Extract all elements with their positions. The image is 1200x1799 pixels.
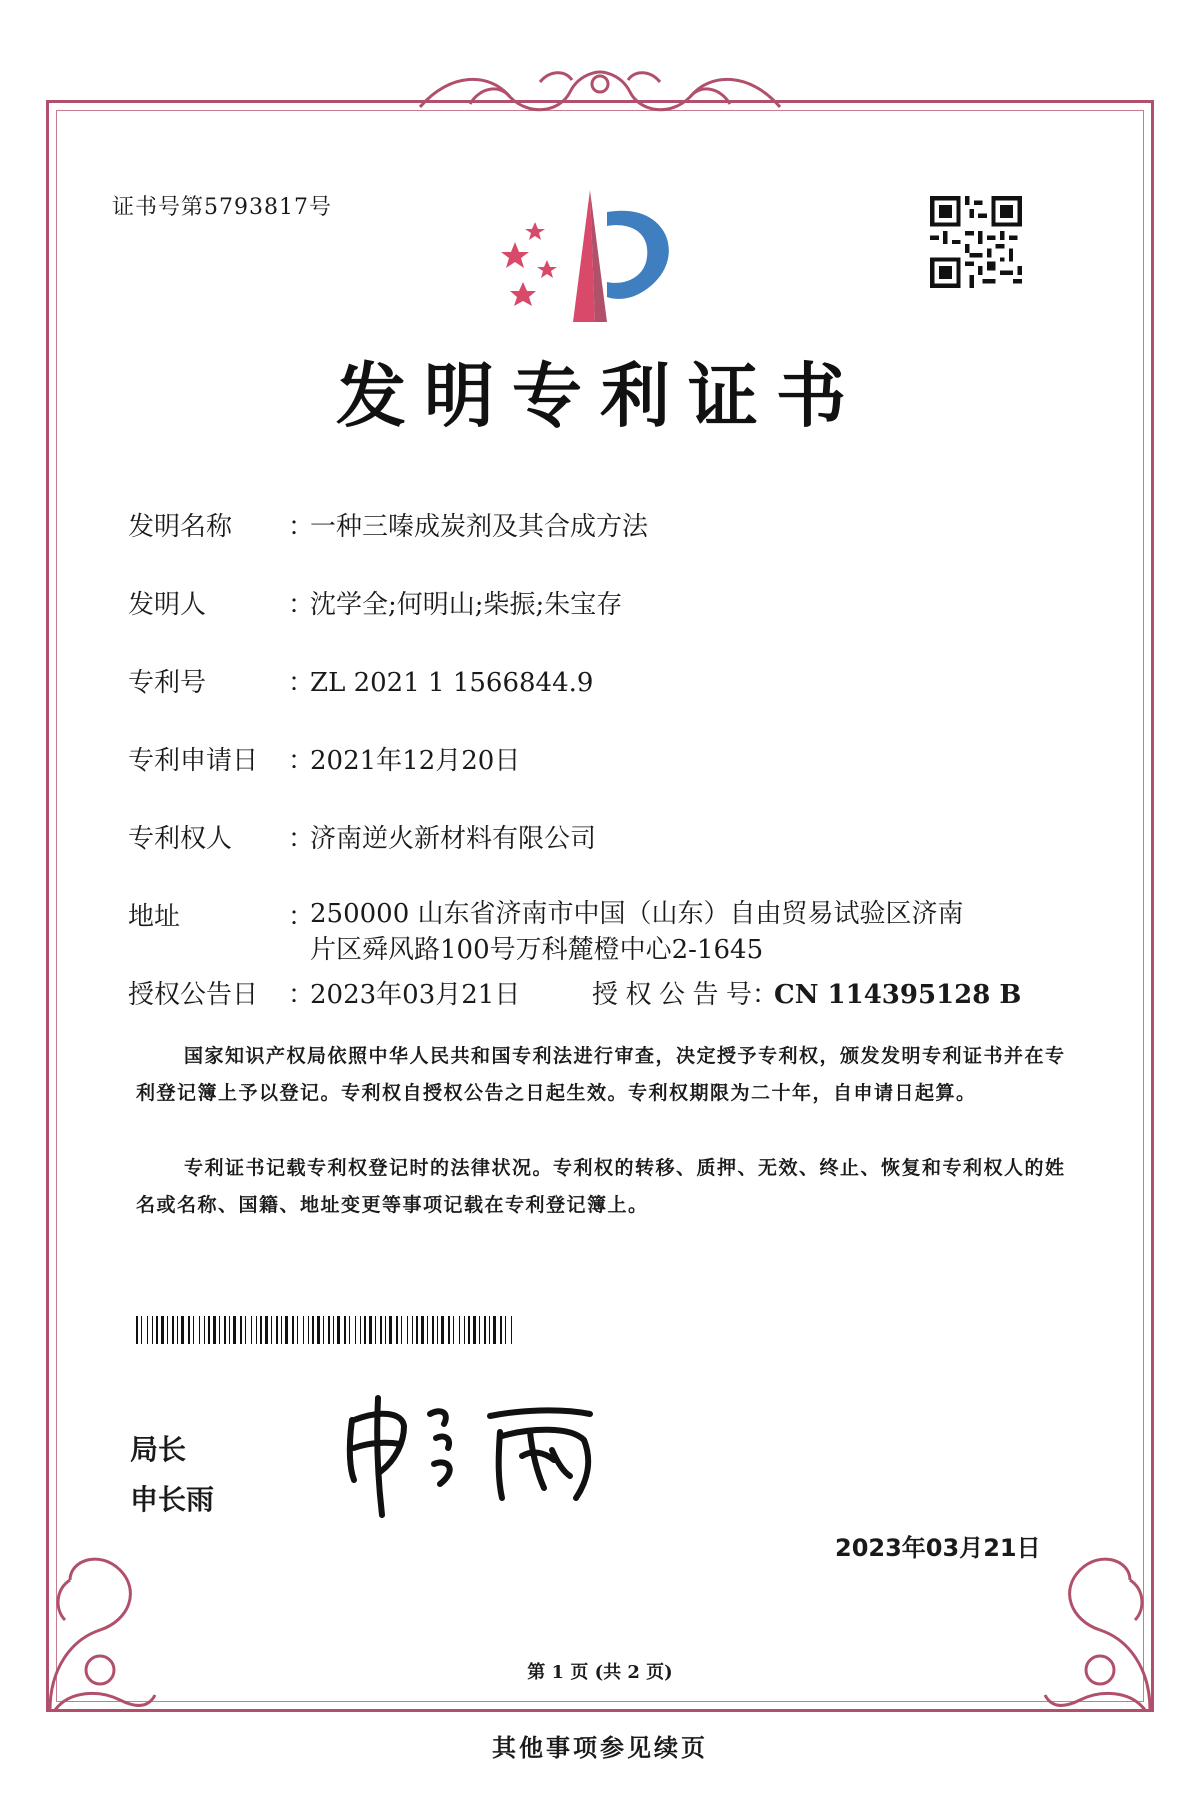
field-label: 专利权人 [128, 824, 233, 854]
field-value: 2021年12月20日 [310, 746, 521, 776]
barcode [136, 1316, 516, 1344]
field-value: CN 114395128 B [774, 980, 1022, 1010]
field-label: 专利号 [128, 668, 207, 698]
legal-paragraph-1: 国家知识产权局依照中华人民共和国专利法进行审查，决定授予专利权，颁发发明专利证书并在专利登记簿上予以登记。专利权自授权公告之日起生效。专利权期限为二十年，自申请日起算。 [136, 1045, 1066, 1104]
field-value [310, 896, 964, 968]
issue-date: 2023年03月21日 [835, 1534, 1041, 1562]
field-label: 专利申请日 [128, 746, 259, 776]
field-inventors: 发明人 ：沈学全;何明山;柴振;朱宝存 [128, 584, 622, 621]
field-grant-publication-date: 授权公告日 ：2023年03月21日 [128, 974, 520, 1011]
field-invention-name: 发明名称 ：一种三嗪成炭剂及其合成方法 [128, 506, 648, 543]
cnipa-emblem [495, 182, 695, 332]
field-value: 济南逆火新材料有限公司 [310, 824, 597, 854]
field-address: 地址 ：250000 山东省济南市中国（山东）自由贸易试验区济南 片区舜风路100号万科麓橙中心2-1645 [128, 896, 964, 968]
field-label: 授权公告日 [128, 980, 259, 1010]
address-line-2: 片区舜风路100号万科麓橙中心2-1645 [310, 935, 764, 965]
field-label: 授 权 公 告 号 [592, 980, 752, 1010]
field-patentee: 专利权人 ：济南逆火新材料有限公司 [128, 818, 596, 855]
director-name: 申长雨 [130, 1483, 215, 1516]
continuation-note: 其他事项参见续页 [492, 1733, 708, 1762]
field-label: 发明人 [128, 590, 207, 620]
bottom-left-ornament [40, 1520, 160, 1720]
top-ornament [410, 62, 790, 122]
director-title: 局长 [130, 1433, 187, 1466]
bottom-right-ornament [1040, 1520, 1160, 1720]
field-label: 地址 [128, 902, 181, 932]
field-value: 沈学全;何明山;柴振;朱宝存 [310, 590, 623, 620]
page-number: 第 1 页 (共 2 页) [527, 1662, 673, 1683]
address-line-1: 250000 山东省济南市中国（山东）自由贸易试验区济南 [310, 899, 964, 929]
certificate-title: 发明专利证书 [336, 354, 864, 437]
field-value: 2023年03月21日 [310, 980, 521, 1010]
field-patent-number: 专利号 ：ZL 2021 1 1566844.9 [128, 662, 593, 699]
field-filing-date: 专利申请日 ：2021年12月20日 [128, 740, 520, 777]
legal-paragraph-2: 专利证书记载专利权登记时的法律状况。专利权的转移、质押、无效、终止、恢复和专利权人的姓名或名称、国籍、地址变更等事项记载在专利登记簿上。 [136, 1157, 1066, 1216]
qr-code [930, 196, 1022, 288]
field-label: 发明名称 [128, 512, 233, 542]
handwritten-signature [340, 1380, 620, 1520]
field-grant-publication-number: 授 权 公 告 号 ：CN 114395128 B [592, 974, 1021, 1011]
field-value: ZL 2021 1 1566844.9 [310, 668, 594, 698]
field-value: 一种三嗪成炭剂及其合成方法 [310, 512, 649, 542]
certificate-number: 证书号第5793817号 [112, 195, 332, 220]
